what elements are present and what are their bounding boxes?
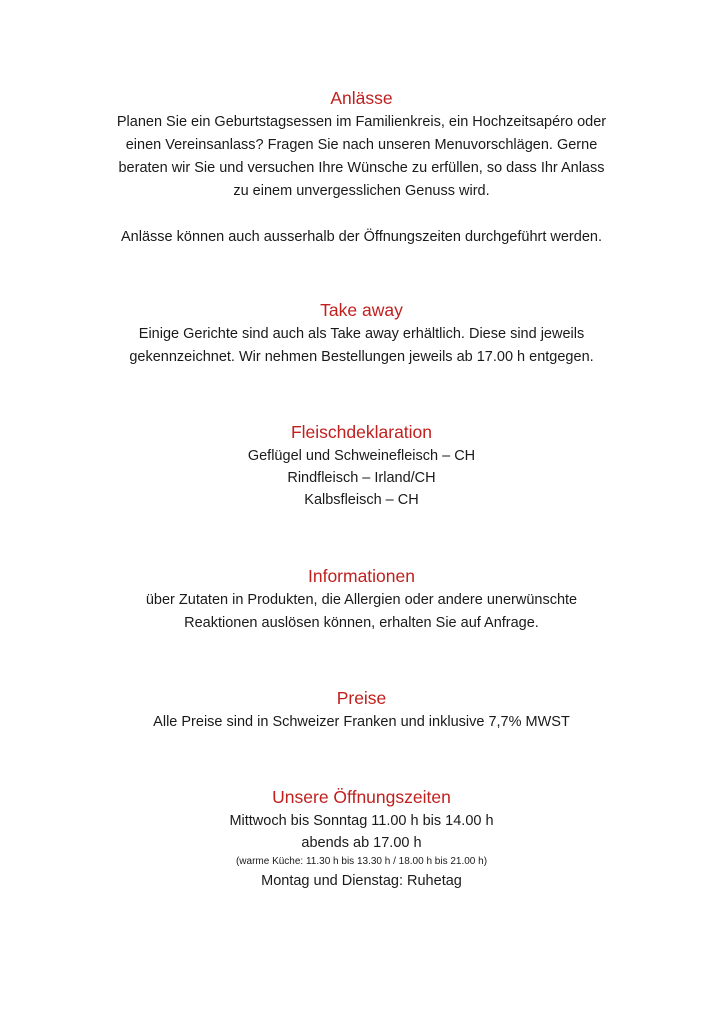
section-fleischdeklaration <box>60 421 663 511</box>
meat-origin-item: Kalbsfleisch – CH <box>304 492 419 508</box>
heading-oeffnungszeiten: Unsere Öffnungszeiten <box>272 787 451 807</box>
anlaesse-line: einen Vereinsanlass? Fragen Sie nach unseren Menuvorschlägen. Gerne <box>125 137 598 153</box>
heading-take-away: Take away <box>320 300 403 320</box>
heading-preise: Preise <box>336 688 387 708</box>
section-informationen <box>60 565 663 635</box>
heading-fleischdeklaration: Fleischdeklaration <box>290 422 433 442</box>
opening-hours-evening: abends ab 17.00 h <box>301 835 422 851</box>
meat-origin-item: Rindfleisch – Irland/CH <box>287 470 436 486</box>
informationen-text <box>60 589 663 635</box>
heading-informationen: Informationen <box>307 566 415 586</box>
rest-days: Montag und Dienstag: Ruhetag <box>261 873 462 889</box>
meat-origin-item: Geflügel und Schweinefleisch – CH <box>247 448 476 464</box>
anlaesse-line: beraten wir Sie und versuchen Ihre Wünsche zu erfüllen, so dass Ihr Anlass <box>118 160 605 176</box>
anlaesse-text <box>60 111 663 203</box>
anlaesse-line: zu einem unvergesslichen Genuss wird. <box>233 183 490 199</box>
anlaesse-line: Planen Sie ein Geburtstagsessen im Familienkreis, ein Hochzeitsapéro oder <box>116 114 607 130</box>
informationen-line: über Zutaten in Produkten, die Allergien oder andere unerwünschte <box>145 592 578 608</box>
opening-hours-day: Mittwoch bis Sonntag 11.00 h bis 14.00 h <box>229 813 494 829</box>
section-anlaesse <box>60 87 663 249</box>
preise-text: Alle Preise sind in Schweizer Franken und inklusive 7,7% MWST <box>153 714 570 730</box>
take-away-line: Einige Gerichte sind auch als Take away erhältlich. Diese sind jeweils <box>138 326 585 342</box>
take-away-line: gekennzeichnet. Wir nehmen Bestellungen jeweils ab 17.00 h entgegen. <box>129 349 594 365</box>
section-oeffnungszeiten <box>60 786 663 892</box>
take-away-text <box>60 323 663 369</box>
anlaesse-note: Anlässe können auch ausserhalb der Öffnungszeiten durchgeführt werden. <box>121 229 602 245</box>
informationen-line: Reaktionen auslösen können, erhalten Sie auf Anfrage. <box>184 615 539 631</box>
heading-anlaesse: Anlässe <box>330 88 393 108</box>
section-preise <box>60 687 663 734</box>
section-take-away <box>60 299 663 369</box>
kitchen-hours-note: (warme Küche: 11.30 h bis 13.30 h / 18.00 h bis 21.00 h) <box>235 856 488 867</box>
